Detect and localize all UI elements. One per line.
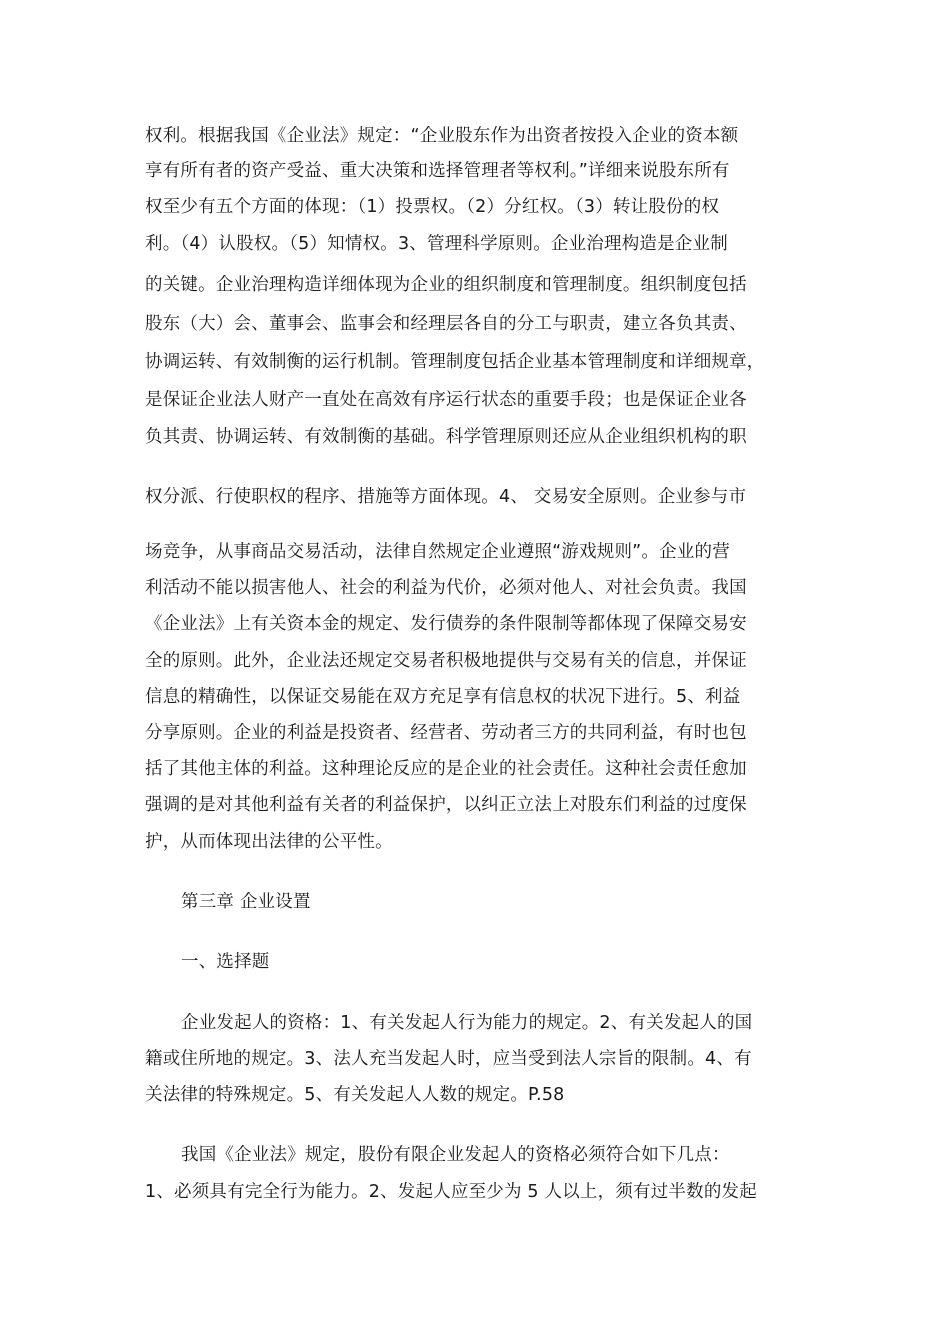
- body-text-line: 1、必须具有完全行为能力。2、发起人应至少为 5 人以上，须有过半数的发起: [145, 1182, 757, 1202]
- body-text-line: 协调运转、有效制衡的运行机制。管理制度包括企业基本管理制度和详细规章，: [145, 352, 765, 372]
- body-text-line: 的关键。企业治理构造详细体现为企业的组织制度和管理制度。组织制度包括: [145, 275, 747, 295]
- body-text-line: 权分派、行使职权的程序、措施等方面体现。4、 交易安全原则。企业参与市: [145, 487, 747, 507]
- body-text-line: 强调的是对其他利益有关者的利益保护，以纠正立法上对股东们利益的过度保: [145, 795, 747, 815]
- body-text-line: 分享原则。企业的利益是投资者、经营者、劳动者三方的共同利益，有时也包: [145, 723, 747, 743]
- body-text-line: 场竞争，从事商品交易活动，法律自然规定企业遵照“游戏规则”。企业的营: [145, 542, 730, 562]
- body-text-line: 负其责、协调运转、有效制衡的基础。科学管理原则还应从企业组织机构的职: [145, 427, 747, 447]
- body-text-line: 我国《企业法》规定，股份有限企业发起人的资格必须符合如下几点：: [181, 1145, 730, 1165]
- body-text-line: 信息的精确性，以保证交易能在双方充足享有信息权的状况下进行。5、利益: [145, 687, 741, 707]
- chapter-heading: 第三章 企业设置: [181, 892, 311, 912]
- body-text-line: 利。（4）认股权。（5）知情权。3、管理科学原则。企业治理构造是企业制: [145, 234, 728, 254]
- body-text-line: 权利。根据我国《企业法》规定：“企业股东作为出资者按投入企业的资本额: [145, 126, 739, 146]
- body-text-line: 籍或住所地的规定。3、法人充当发起人时，应当受到法人宗旨的限制。4、有: [145, 1049, 752, 1069]
- body-text-line: 是保证企业法人财产一直处在高效有序运行状态的重要手段；也是保证企业各: [145, 390, 747, 410]
- body-text-line: 《企业法》上有关资本金的规定、发行债券的条件限制等都体现了保障交易安: [145, 614, 747, 634]
- body-text-line: 股东（大）会、董事会、监事会和经理层各自的分工与职责，建立各负其责、: [145, 314, 747, 334]
- section-heading: 一、选择题: [181, 952, 270, 972]
- body-text-line: 护，从而体现出法律的公平性。: [145, 832, 393, 852]
- body-text-line: 享有所有者的资产受益、重大决策和选择管理者等权利。”详细来说股东所有: [145, 161, 730, 181]
- body-text-line: 全的原则。此外，企业法还规定交易者积极地提供与交易有关的信息，并保证: [145, 651, 747, 671]
- body-text-line: 括了其他主体的利益。这种理论反应的是企业的社会责任。这种社会责任愈加: [145, 759, 747, 779]
- body-text-line: 关法律的特殊规定。5、有关发起人人数的规定。P.58: [145, 1085, 565, 1105]
- body-text-line: 企业发起人的资格：1、有关发起人行为能力的规定。2、有关发起人的国: [181, 1013, 753, 1033]
- body-text-line: 权至少有五个方面的体现：（1）投票权。（2）分红权。（3）转让股份的权: [145, 197, 720, 217]
- body-text-line: 利活动不能以损害他人、社会的利益为代价，必须对他人、对社会负责。我国: [145, 578, 747, 598]
